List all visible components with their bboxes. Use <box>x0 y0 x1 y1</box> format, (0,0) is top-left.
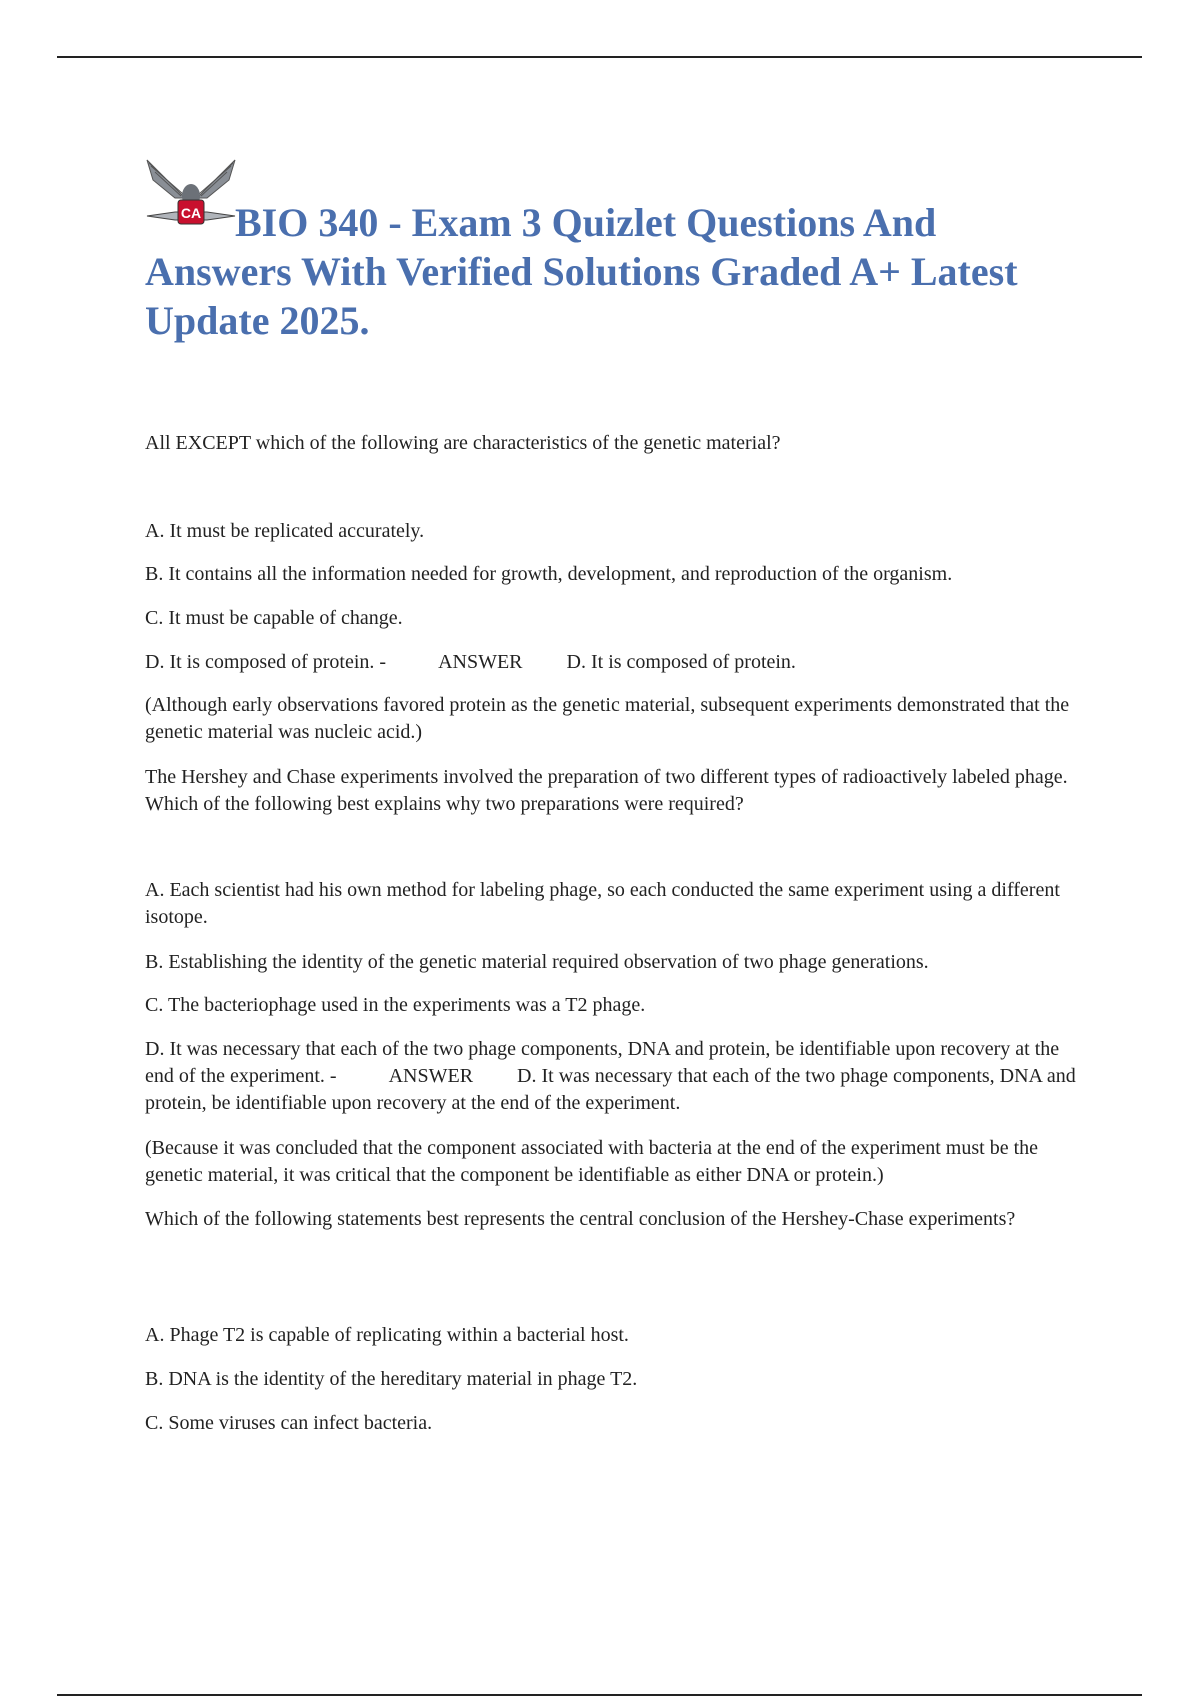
question-1-text: All EXCEPT which of the following are characteristics of the genetic material? <box>145 432 781 454</box>
title-block <box>145 158 1065 345</box>
question-2-answer-label: ANSWER <box>388 1065 474 1087</box>
question-1-explanation: (Although early observations favored protein as the genetic material, subsequent experiments demonstrated that the genetic material was nucleic acid.) <box>145 694 1070 743</box>
question-1-option-c: C. It must be capable of change. <box>145 607 403 629</box>
question-1-answer: D. It is composed of protein. <box>566 651 796 673</box>
question-2-option-c: C. The bacteriophage used in the experiments was a T2 phage. <box>145 994 646 1016</box>
eagle-logo-icon <box>145 158 237 236</box>
question-2-answer-block <box>145 1036 1085 1117</box>
question-1-option-a: A. It must be replicated accurately. <box>145 520 425 542</box>
question-2-option-d: D. It was necessary that each of the two phage components, DNA and protein, be identifiable upon recovery at the end of the experiment. - <box>145 1038 1060 1087</box>
question-2-answer: D. It was necessary that each of the two phage components, DNA and protein, be identifiable upon recovery at the end of the experiment. <box>145 1065 1076 1114</box>
question-3-text: Which of the following statements best represents the central conclusion of the Hershey-Chase experiments? <box>145 1208 1016 1230</box>
question-2-option-b: B. Establishing the identity of the genetic material required observation of two phage generations. <box>145 951 929 973</box>
question-2-option-a: A. Each scientist had his own method for labeling phage, so each conducted the same experiment using a different isotope. <box>145 879 1060 928</box>
question-3-option-b: B. DNA is the identity of the hereditary material in phage T2. <box>145 1368 638 1390</box>
question-1-option-d: D. It is composed of protein. - <box>145 651 387 673</box>
question-3-option-c: C. Some viruses can infect bacteria. <box>145 1412 433 1434</box>
question-1-option-b: B. It contains all the information needed for growth, development, and reproduction of the organism. <box>145 563 953 585</box>
page-title: BIO 340 - Exam 3 Quizlet Questions And Answers With Verified Solutions Graded A+ Latest Update 2025. <box>145 200 1018 343</box>
question-3-option-a: A. Phage T2 is capable of replicating within a bacterial host. <box>145 1324 629 1346</box>
question-1-answer-label: ANSWER <box>438 651 523 673</box>
top-rule <box>57 56 1142 58</box>
svg-text:CA: CA <box>180 205 202 221</box>
question-2-text: The Hershey and Chase experiments involved the preparation of two different types of radioactively labeled phage. Which of the following best explains why two preparations were required? <box>145 766 1068 815</box>
question-1-answer-line <box>145 649 1085 676</box>
question-2-explanation: (Because it was concluded that the component associated with bacteria at the end of the experiment must be the genetic material, it was critical that the component be identifiable as either DNA or protein.) <box>145 1137 1039 1186</box>
bottom-rule <box>57 1694 1142 1696</box>
